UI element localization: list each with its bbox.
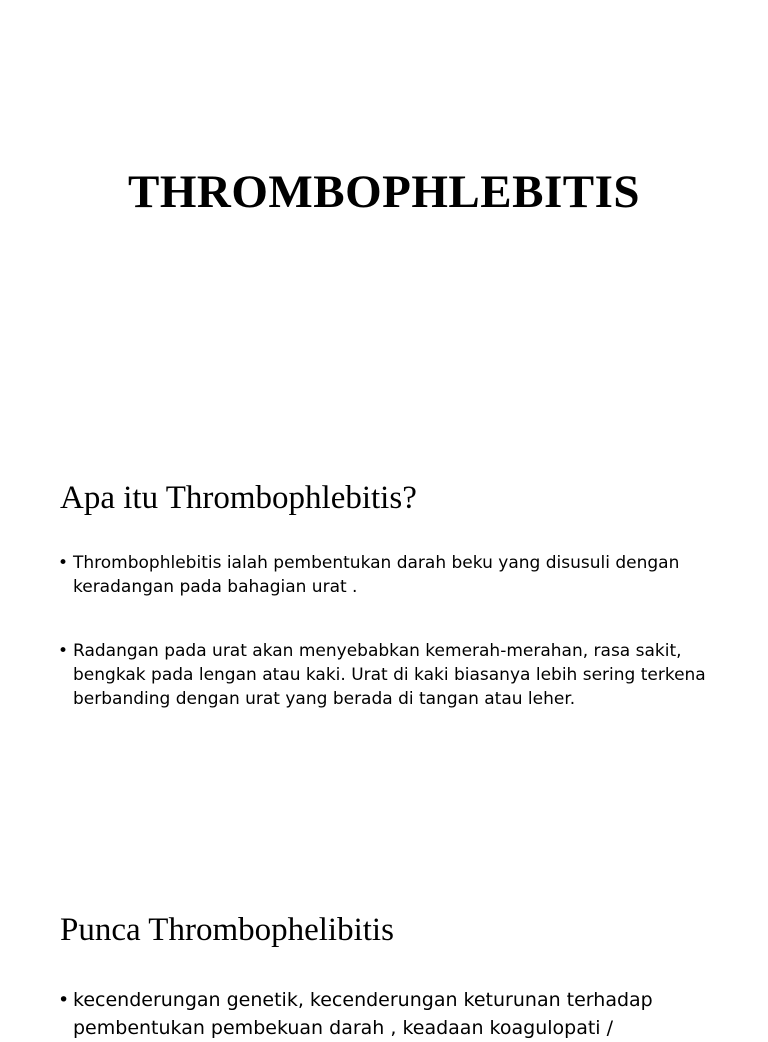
list-item [58,551,728,599]
bullet-marker: • [58,989,70,1011]
list-item [58,639,728,711]
bullet-marker: • [58,641,69,661]
bullet-text: kecenderungan genetik, kecenderungan keturunan terhadap pembentukan pembekuan darah , keadaan koagulopati / [73,989,653,1039]
slide-title: THROMBOPHLEBITIS [127,166,641,218]
bullet-marker: • [58,553,69,573]
section-heading-punca: Punca Thrombophelibitis [60,912,394,948]
section-heading-apa-itu: Apa itu Thrombophlebitis? [60,480,417,516]
title-slide [0,0,768,432]
bullet-text: Radangan pada urat akan menyebabkan kemerah-merahan, rasa sakit, bengkak pada lengan atau kaki. Urat di kaki biasanya lebih sering terkena berbanding dengan urat yang berada di tangan atau leher. [73,641,706,709]
list-item [58,986,728,1042]
bullet-list-apa-itu [58,551,728,711]
bullet-text: Thrombophlebitis ialah pembentukan darah beku yang disusuli dengan keradangan pada bahagian urat . [73,553,680,597]
bullet-list-punca [58,986,728,1042]
